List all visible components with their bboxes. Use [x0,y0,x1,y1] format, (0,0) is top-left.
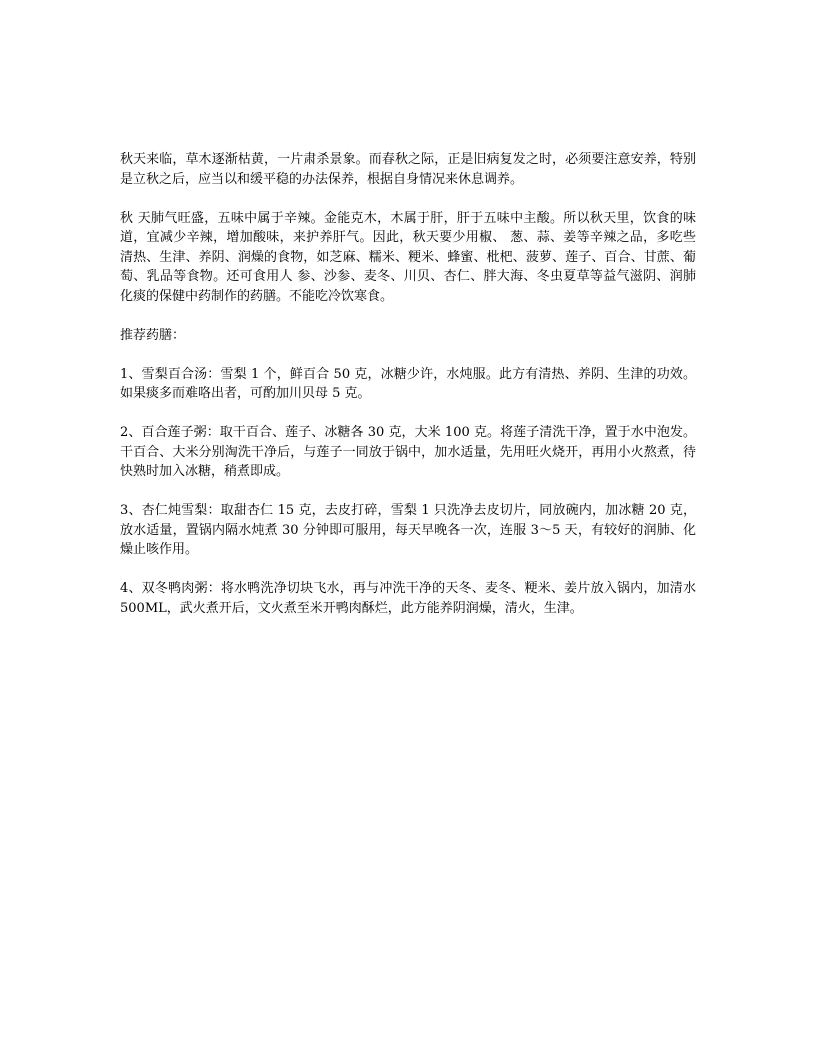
recommended-heading: 推荐药膳： [120,327,186,343]
document-page [120,150,696,638]
recipe-3-paragraph: 3、杏仁炖雪梨：取甜杏仁 15 克，去皮打碎，雪梨 1 只洗净去皮切片，同放碗内，加冰糖 20 克，放水适量，置锅内隔水炖煮 30 分钟即可服用，每天早晚各一次，连服 3～5 天，有较好的润肺、化燥止咳作用。 [120,503,696,557]
recipe-2-paragraph: 2、百合莲子粥：取干百合、莲子、冰糖各 30 克，大米 100 克。将莲子清洗干净，置于水中泡发。干百合、大米分别淘洗干净后，与莲子一同放于锅中，加水适量，先用旺火烧开，再用小火熬煮，待快熟时加入冰糖，稍煮即成。 [120,425,696,479]
recipe-1-paragraph: 1、雪梨百合汤：雪梨 1 个，鲜百合 50 克，冰糖少许，水炖服。此方有清热、养阴、生津的功效。如果痰多而难咯出者，可酌加川贝母 5 克。 [120,366,696,401]
autumn-diet-paragraph: 秋 天肺气旺盛，五味中属于辛辣。金能克木，木属于肝，肝于五味中主酸。所以秋天里，饮食的味道，宜减少辛辣，增加酸味，来护养肝气。因此，秋天要少用椒、 葱、蒜、姜等辛辣之品，多吃些清热、生津、养阴、润燥的食物，如芝麻、糯米、粳米、蜂蜜、枇杷、菠萝、莲子、百合、甘蔗、葡萄、乳品等食物。还可食用人 参、沙参、麦冬、川贝、杏仁、胖大海、冬虫夏草等益气滋阴、润肺化痰的保健中药制作的药膳。不能吃冷饮寒食。 [120,210,696,304]
recipe-4-paragraph: 4、双冬鸭肉粥：将水鸭洗净切块飞水，再与冲洗干净的天冬、麦冬、粳米、姜片放入锅内，加清水 500ML，武火煮开后，文火煮至米开鸭肉酥烂，此方能养阴润燥，清火，生津。 [120,581,696,616]
intro-paragraph: 秋天来临，草木逐渐枯黄，一片肃杀景象。而春秋之际，正是旧病复发之时，必须要注意安养，特别是立秋之后，应当以和缓平稳的办法保养，根据自身情况来休息调养。 [120,152,696,187]
